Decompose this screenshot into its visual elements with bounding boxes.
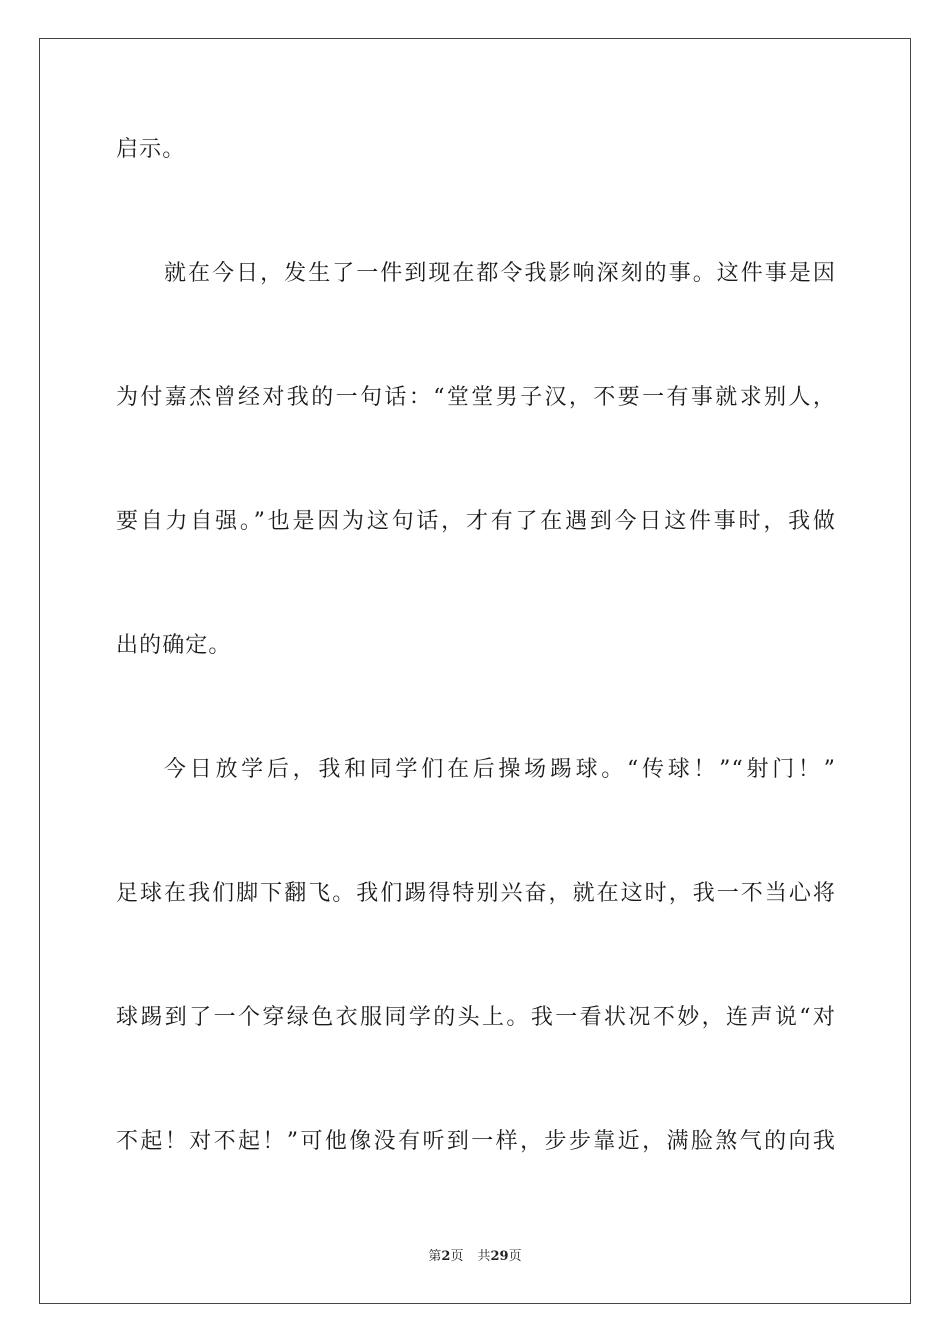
page-number: 2: [441, 1249, 451, 1264]
page-suffix: 页: [450, 1249, 464, 1264]
text-line: 球踢到了一个穿绿色衣服同学的头上。我一看状况不妙，连声说“对: [116, 1005, 836, 1030]
page-prefix: 第: [428, 1249, 442, 1264]
paragraph-start-line: 就在今日，发生了一件到现在都令我影响深刻的事。这件事是因: [164, 261, 836, 286]
text-line: 出的确定。: [116, 633, 232, 658]
page-footer: [0, 1245, 950, 1264]
text-line: 为付嘉杰曾经对我的一句话：“堂堂男子汉，不要一有事就求别人，: [116, 385, 836, 410]
text-line: 不起！对不起！”可他像没有听到一样，步步靠近，满脸煞气的向我: [116, 1129, 836, 1154]
total-pages: 29: [490, 1249, 509, 1264]
total-prefix: 共: [477, 1249, 491, 1264]
text-line: 启示。: [116, 137, 186, 162]
page-border: [39, 38, 911, 1304]
text-line: 足球在我们脚下翻飞。我们踢得特别兴奋，就在这时，我一不当心将: [116, 881, 836, 906]
text-line: 要自力自强。”也是因为这句话，才有了在遇到今日这件事时，我做: [116, 509, 836, 534]
paragraph-start-line: 今日放学后，我和同学们在后操场踢球。“传球！”“射门！”: [164, 757, 836, 782]
total-suffix: 页: [508, 1249, 522, 1264]
